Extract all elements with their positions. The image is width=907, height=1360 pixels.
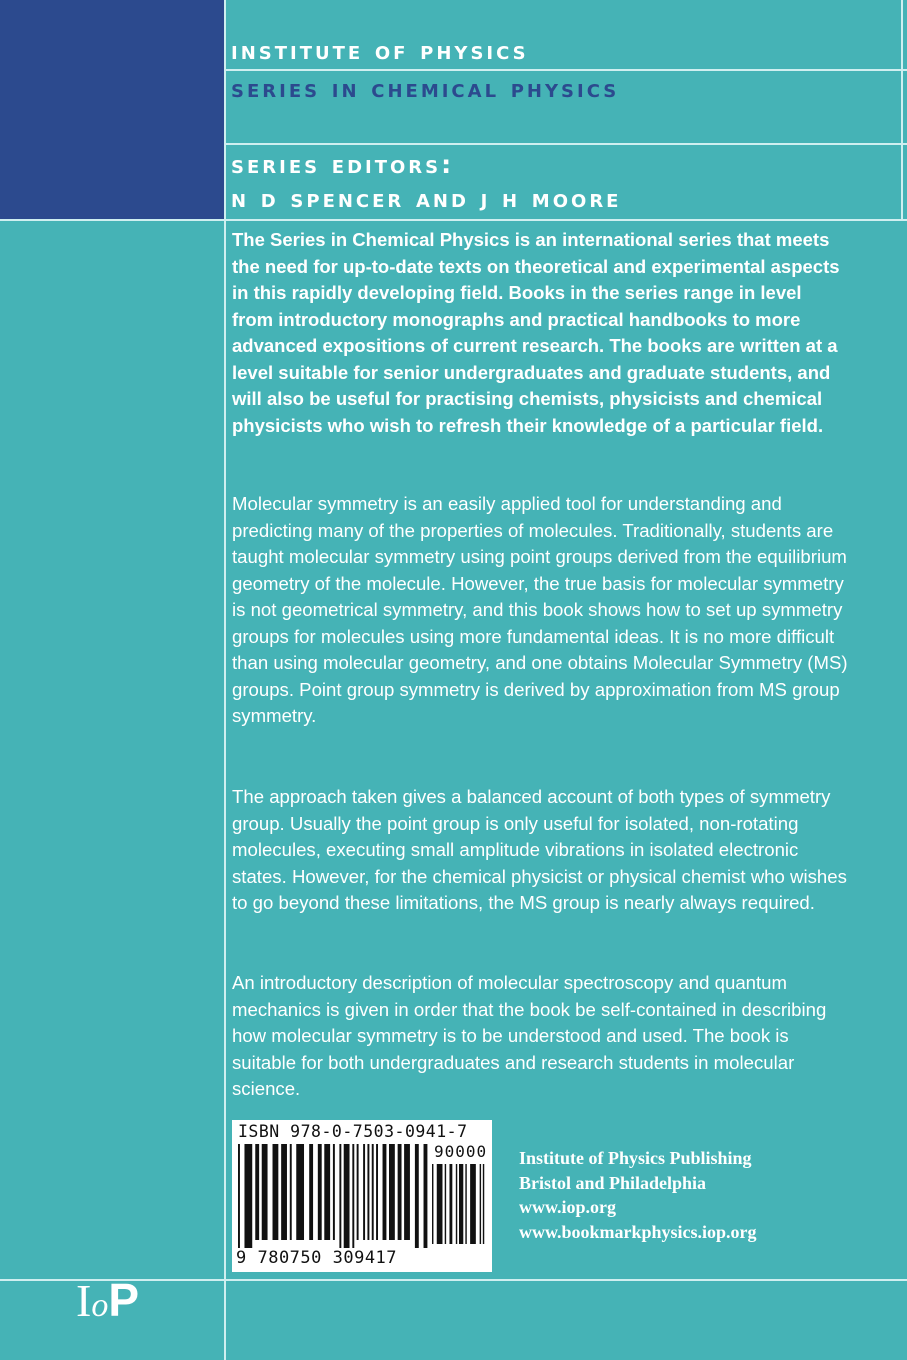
barcode-bar (309, 1144, 313, 1240)
barcode-bar (344, 1144, 350, 1248)
series-title: series in chemical physics (231, 74, 620, 103)
logo-letter-o: o (91, 1287, 109, 1324)
barcode-bar (404, 1144, 410, 1240)
barcode-bar (296, 1144, 304, 1240)
barcode-bar (290, 1144, 292, 1240)
barcode-bar (281, 1144, 287, 1240)
barcode-bar (357, 1144, 359, 1240)
barcode-bar (262, 1144, 268, 1240)
barcode-bar (318, 1144, 322, 1240)
barcode-bar (339, 1144, 341, 1248)
publisher-name: Institute of Physics Publishing (519, 1148, 752, 1168)
barcode-bar (372, 1144, 374, 1240)
barcode-bar (255, 1144, 259, 1240)
horizontal-rule-3 (0, 219, 907, 221)
barcode-bar (238, 1144, 240, 1248)
logo-letter-i: I (76, 1275, 92, 1326)
blurb-paragraph: An introductory description of molecular spectroscopy and quantum mechanics is given in order that the book be self-contained in describing how molecular symmetry is to be understood and used. The book is suitable for both undergraduates and research students in molecular science. (232, 972, 827, 1099)
horizontal-rule-2 (226, 143, 907, 145)
barcode-bars (238, 1144, 430, 1248)
barcode-bar (483, 1164, 484, 1244)
barcode-bar (363, 1144, 365, 1240)
vertical-rule-right (901, 0, 903, 219)
barcode-bar (470, 1164, 476, 1244)
logo-letter-p: P (108, 1274, 140, 1326)
barcode-bar (376, 1144, 378, 1240)
iop-logo (76, 1274, 140, 1329)
vertical-rule-left (224, 0, 226, 1360)
price-code: 90000 (434, 1142, 488, 1161)
barcode-bar (465, 1164, 466, 1244)
publisher-location: Bristol and Philadelphia (519, 1172, 707, 1193)
blurb-paragraph: The approach taken gives a balanced account of both types of symmetry group. Usually the point group is only useful for isolated, non-rotating molecules, executing small amplitude vibrations in isolated electronic states. However, for the chemical physicist or physical chemist who wishes to go beyond these limitations, the MS group is nearly always required. (232, 786, 847, 913)
series-description: The Series in Chemical Physics is an international series that meets the need for up-to-date texts on theoretical and experimental aspects in this rapidly developing field. Books in the series range in level from introductory monographs and practical handbooks to more advanced expositions of current research. The books are written at a level suitable for senior undergraduates and graduate students, and will also be useful for practising chemists, physicists and chemical physicists who wish to refresh their knowledge of a particular field. (232, 229, 840, 436)
price-barcode-bars (432, 1164, 486, 1244)
institute-title: institute of physics (231, 36, 529, 65)
barcode-bar (424, 1144, 428, 1248)
barcode-bar (432, 1164, 433, 1244)
barcode-bar (449, 1164, 452, 1244)
barcode-bar (383, 1144, 387, 1240)
barcode-bar (367, 1144, 369, 1240)
barcode-bar (333, 1144, 335, 1240)
isbn-digits: 9 780750 309417 (236, 1248, 398, 1268)
publisher-url[interactable]: www.bookmarkphysics.iop.org (519, 1221, 757, 1242)
publisher-info (519, 1146, 757, 1244)
navy-corner-block (0, 0, 224, 219)
blurb-paragraph: Molecular symmetry is an easily applied tool for understanding and predicting many of the properties of molecules. Traditionally, students are taught molecular symmetry using point groups derived from the equilibrium geometry of the molecule. However, the true basis for molecular symmetry is not geometrical symmetry, and this book shows how to set up symmetry groups for molecules using more fundamental ideas. It is no more difficult than using molecular geometry, and one obtains Molecular Symmetry (MS) groups. Point group symmetry is derived by approximation from MS group symmetry. (232, 493, 848, 726)
barcode-bar (244, 1144, 252, 1248)
barcode-bar (398, 1144, 402, 1240)
barcode-bar (459, 1164, 463, 1244)
barcode-bar (273, 1144, 279, 1240)
barcode-bar (480, 1164, 481, 1244)
editors-names: n d spencer and j h moore (231, 184, 622, 213)
barcode-bar (352, 1144, 354, 1248)
barcode-bar (445, 1164, 446, 1244)
barcode-bar (415, 1144, 419, 1248)
barcode-bar (389, 1144, 395, 1240)
horizontal-rule-1 (226, 69, 907, 71)
publisher-url[interactable]: www.iop.org (519, 1197, 617, 1217)
barcode-bar (456, 1164, 457, 1244)
barcode-box (232, 1120, 492, 1272)
editors-label: series editors: (231, 150, 455, 179)
barcode-bar (437, 1164, 443, 1244)
barcode-bar (324, 1144, 330, 1240)
isbn-label: ISBN 978-0-7503-0941-7 (238, 1122, 468, 1141)
